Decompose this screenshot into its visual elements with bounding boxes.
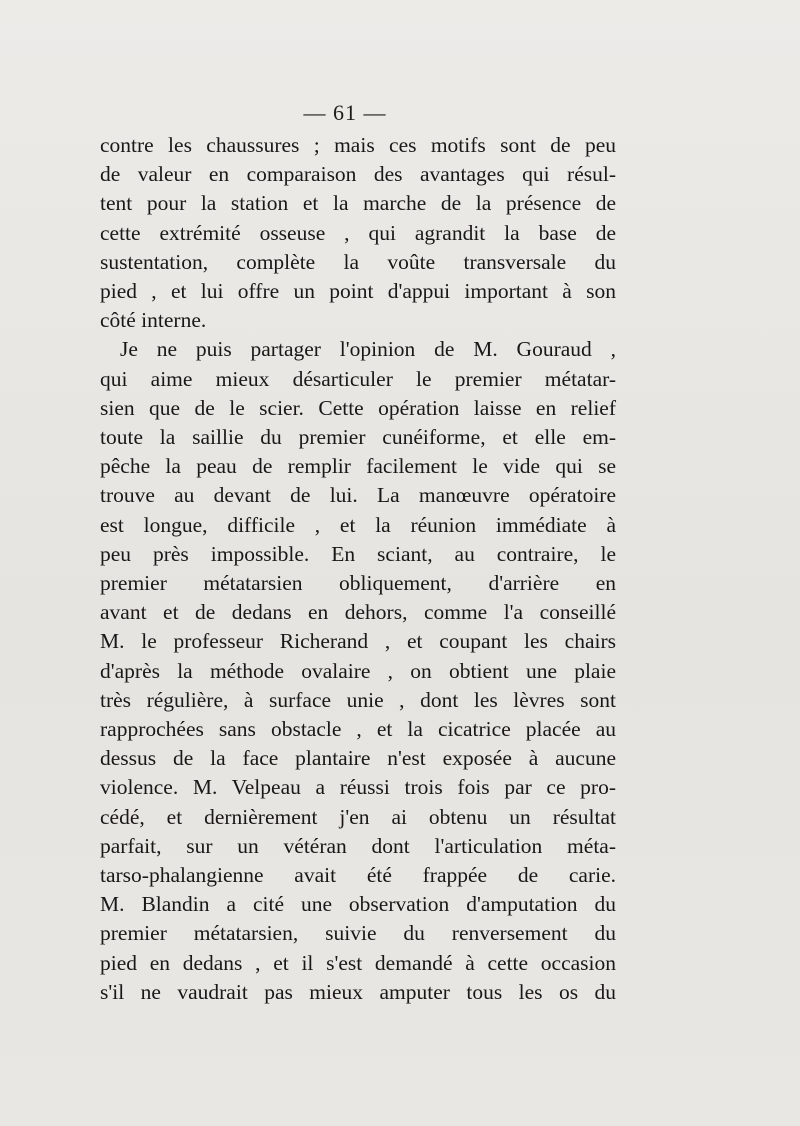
- text-line: de valeur en comparaison des avantages qui résul-: [100, 162, 616, 187]
- text-line: rapprochées sans obstacle , et la cicatrice placée au: [100, 717, 616, 742]
- text-line: pêche la peau de remplir facilement le vide qui se: [100, 454, 616, 479]
- text-line: dessus de la face plantaire n'est exposée à aucune: [100, 746, 616, 771]
- text-line: violence. M. Velpeau a réussi trois fois par ce pro-: [100, 775, 616, 800]
- text-line: premier métatarsien, suivie du renversement du: [100, 921, 616, 946]
- text-line: sustentation, complète la voûte transversale du: [100, 249, 616, 274]
- text-line: contre les chaussures ; mais ces motifs sont de peu: [100, 133, 616, 157]
- text-line: très régulière, à surface unie , dont les lèvres sont: [100, 687, 616, 712]
- text-line: est longue, difficile , et la réunion immédiate à: [100, 512, 616, 537]
- text-line: tent pour la station et la marche de la présence de: [100, 191, 616, 216]
- text-line: pied , et lui offre un point d'appui important à son: [100, 279, 616, 304]
- text-line: parfait, sur un vétéran dont l'articulation méta-: [100, 833, 616, 858]
- text-line: trouve au devant de lui. La manœuvre opératoire: [100, 483, 616, 508]
- text-line: avant et de dedans en dehors, comme l'a conseillé: [100, 600, 616, 625]
- text-line: tarso-phalangienne avait été frappée de carie.: [100, 863, 616, 888]
- text-line: M. le professeur Richerand , et coupant les chairs: [100, 629, 616, 654]
- text-line: cette extrémité osseuse , qui agrandit la base de: [100, 220, 616, 245]
- page-number: — 61 —: [303, 100, 387, 125]
- body-text: [100, 131, 616, 1007]
- text-line: peu près impossible. En sciant, au contraire, le: [100, 541, 616, 566]
- text-line: premier métatarsien obliquement, d'arrière en: [100, 571, 616, 596]
- text-line: d'après la méthode ovalaire , on obtient une plaie: [100, 658, 616, 683]
- text-line: M. Blandin a cité une observation d'amputation du: [100, 892, 616, 917]
- text-line: toute la saillie du premier cunéiforme, et elle em-: [100, 425, 616, 450]
- text-line: sien que de le scier. Cette opération laisse en relief: [100, 395, 616, 420]
- text-line: Je ne puis partager l'opinion de M. Gouraud ,: [120, 337, 616, 362]
- text-line: s'il ne vaudrait pas mieux amputer tous les os du: [100, 979, 616, 1004]
- text-line: pied en dedans , et il s'est demandé à cette occasion: [100, 950, 616, 975]
- text-line: qui aime mieux désarticuler le premier métatar-: [100, 366, 616, 391]
- text-line: côté interne.: [100, 308, 207, 333]
- text-line: cédé, et dernièrement j'en ai obtenu un résultat: [100, 804, 616, 829]
